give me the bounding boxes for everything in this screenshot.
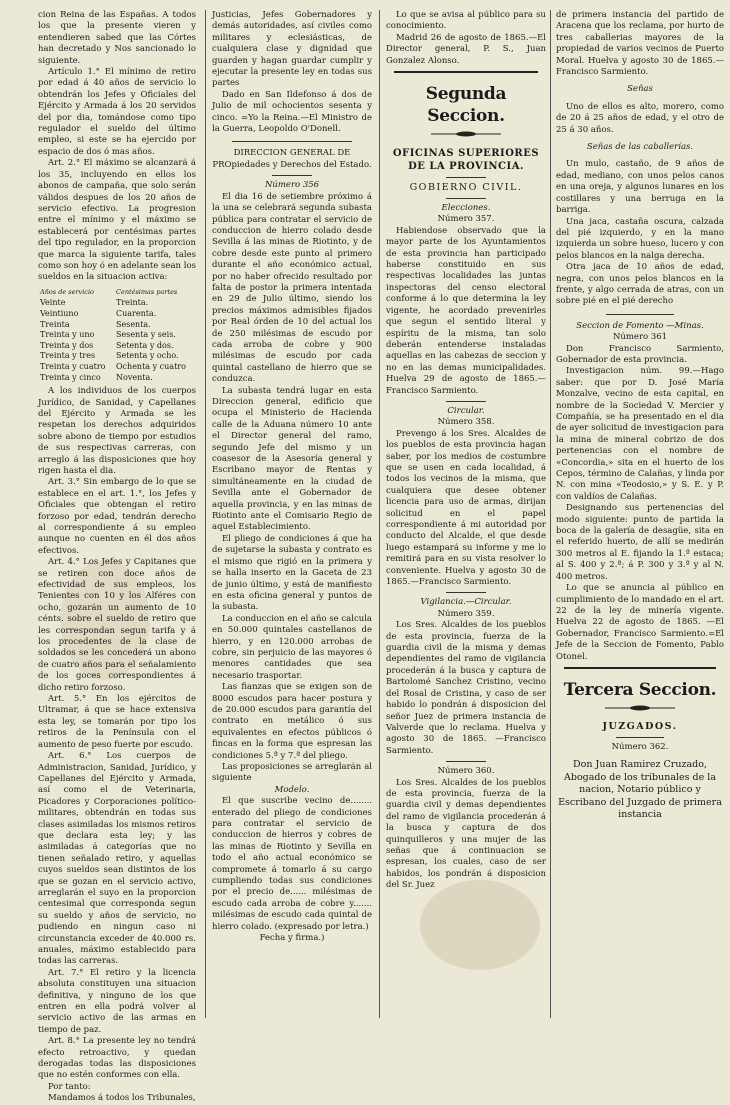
table-cell: Noventa. — [116, 372, 153, 382]
table-cell: Cuarenta. — [116, 308, 157, 318]
paragraph: Art. 5.° En los ejércitos de Ultramar, á que se hace extensiva esta ley, se tomarán por tipo los retiros de la Península con el aumento de peso fuerte por escudo. — [38, 694, 196, 750]
paragraph: Habiendose observado que la mayor parte de los Ayuntamientos de esta provincia han participado haberse constituido en sus respectivas localidades las juntas inspectoras del censo electoral conforme á lo que determina la ley vigente, he acordado prevenirles que segun el sentido literal y espíritu de la misma, tan solo deberán entenderse instaladas aquellas en las cabezas de seccion y no en las demas municipalidades. Huelva 29 de agosto de 1865.—Francisco Sarmiento. — [386, 225, 546, 396]
divider — [272, 175, 312, 176]
section-title: Tercera Seccion. — [563, 679, 717, 700]
column-2 — [212, 10, 372, 1018]
table-header-cell: Centésimas partes — [116, 287, 178, 296]
divider — [446, 401, 486, 402]
section-title: Segunda Seccion. — [425, 84, 507, 127]
paragraph: Las fianzas que se exigen son de 8000 escudos para hacer postura y de 20.000 escudos para garantía del contrato en metálico ó sus equivalentes en efectos públicos ó fincas en la forma que espresan las condiciones 5.ª y 7.ª del pliego. — [212, 682, 372, 761]
divider — [446, 177, 486, 178]
paragraph: Designando sus pertenencias del modo siguiente: punto de partida la boca de la galería de desagüe, sita en el referido huerto, de allí se medirán 300 metros al E. fijando la 1.ª estaca; al S. 400 y 2.ª; á P. 300 y 3.ª y al N. 400 metros. — [556, 503, 724, 582]
table-cell: Setenta y dos. — [116, 340, 174, 350]
paragraph: A los individuos de los cuerpos Jurídico, de Sanidad, y Capellanes del Ejército y Armada se les respetan los derechos adquiridos sobre abono de tiempo por estudios de sus respectivas carreras, con arreglo á las disposiciones que hoy rigen hasta el dia. — [38, 386, 196, 476]
section-heading: JUZGADOS. — [602, 720, 678, 732]
column-rule — [379, 10, 380, 1018]
paragraph: Justicias, Jefes Gobernadores y demás autoridades, así civiles como militares y eclesiásticas, de cualquiera clase y dignidad que guarden y hagan guardar cumplir y ejecutar la presente ley en todas sus partes — [212, 10, 372, 89]
table-row — [38, 298, 196, 309]
paragraph: Don Juan Ramirez Cruzado, Abogado de los tribunales de la nacion, Notario público y Escribano del Juzgado de primera instancia — [558, 759, 722, 821]
divider — [446, 592, 486, 593]
paragraph: Uno de ellos es alto, morero, como de 20 á 25 años de edad, y el otro de 25 á 30 años. — [556, 101, 724, 135]
table-cell: Treinta y cuatro — [40, 361, 106, 371]
paragraph: Fecha y firma.) — [259, 933, 325, 944]
paragraph: Las proposiciones se arreglarán al siguiente — [212, 762, 372, 784]
paragraph: Art. 4.° Los Jefes y Capitanes que se retiren con doce años de efectividad de sus empleos, los Tenientes con 10 y los Alféres con ocho, gozarán un aumento de 10 cénts. sobre el sueldo de retiro que les correspondan segun tarifa y á los procedentes de la clase de soldados se les concederá un abono de cuatro años para el señalamiento de los goces correspondientes á dicho retiro forzoso. — [38, 557, 196, 693]
paragraph: Una jaca, castaña oscura, calzada del pié izquierdo, y en la mano izquierda un sobre hueso, lucero y con pelos blancos en la nalga derecha. — [556, 216, 724, 261]
paragraph: El pliego de condiciones á que ha de sujetarse la subasta y contrato es el mismo que rigió en la primera y se halla inserto en la Gaceta de 23 de junio último, y está de manifiesto en esta oficina general y puntos de la subasta. — [212, 533, 372, 613]
paragraph: Investigacion núm. 99.—Hago saber: que por D. José María Monzalve, vecino de esta capital, en nombre de la Sociedad V. Mercier y Compañía, se ha presentado en el dia de ayer solicitud de investigacion para la mina de mineral cobrizo de dos pertenencias con el nombre de «Concordia,» sita en el huerto de los Cepos, término de Calañas, y linda por N. con mina «Teodosio,» y S. E. y P. con valdíos de Calañas. — [556, 366, 724, 502]
table-header — [38, 287, 196, 299]
paragraph: Un mulo, castaño, de 9 años de edad, mediano, con unos pelos canos en una oreja, y algunos lunares en los costillares y una berruga en la barriga. — [556, 159, 724, 216]
paragraph: Art. 7.° El retiro y la licencia absoluta constituyen una situacion definitiva, y ninguno de los que entren en ella podrá volver al servicio activo de las armas en tiempo de paz. — [38, 967, 196, 1035]
paragraph: El que suscribe vecino de........ enterado del pliego de condiciones para contratar el servicio de conduccion de hierros y cobres de las minas de Riotinto y Sevilla en todo el año actual económico se compromete á tomarlo á su cargo cumpliendo todas sus condiciones por el precio de...... milésimas de escudo cada arroba de cobre y....... milésimas de escudo cada quintal de hierro colado. (expresado por letra.) — [212, 796, 372, 932]
paragraph: Lo que se avisa al público para su conocimiento. — [386, 10, 546, 32]
subsection-heading: Vigilancia.—Circular. — [420, 597, 512, 608]
paragraph: Art. 6.° Los cuerpos de Administracion, Sanidad, Jurídico, y Capellanes del Ejército y Armada, así como el de Veterinaria, Picadores y Corporaciones político-militares, obtendrán en todas sus clases asimiladas los mismos retiros que declara esta ley; y las asimiladas á categorías que no tienen señalado retiro, y aquellas cuyos sueldos sean distintos de los que se gozan en el servicio activo, arreglarán el suyo en la proporcion centesimal que corresponda segun su sueldo y años de servicio, no pudiendo en ningun caso ni circunstancia exceder de 40.000 rs. anuales, máximo establecido para todas las carreras. — [38, 751, 196, 967]
notice-number: Número 360. — [437, 766, 495, 777]
subsection-heading: Elecciones. — [441, 203, 491, 214]
paragraph: La subasta tendrá lugar en esta Direccion general, edificio que ocupa el Ministerio de Hacienda calle de la Aduana número 10 ante el Director general del ramo, segundo Jefe del mismo y un coasesor de la Asesoría general y Escribano mayor de Rentas y simultáneamente en la ciudad de Sevilla ante el Gobernador de aquella provincia, y en las minas de Riotinto ante el Comisario Regio de aquel Establecimiento. — [212, 385, 372, 533]
table-row — [38, 341, 196, 352]
divider — [446, 198, 486, 199]
paragraph: Don Francisco Sarmiento, Gobernador de esta provincia. — [556, 343, 724, 365]
retirement-table — [38, 287, 196, 383]
notice-number: Número 356 — [264, 180, 320, 191]
table-header-cell: Años de servicio — [40, 287, 94, 296]
section-heading: DIRECCION GENERAL DE PROpiedades y Derechos del Estado. — [212, 148, 372, 170]
table-cell: Sesenta. — [116, 319, 151, 329]
ornament-icon — [605, 704, 675, 712]
paragraph: La conduccion en el año se calcula en 50.000 quintales castellanos de hierro, y en 120.000 arrobas de cobre, sin perjuicio de las mayores ó menores cantidades que sea necesario trasportar. — [212, 613, 372, 681]
notice-number: Número 359. — [437, 608, 495, 619]
paragraph: Por tanto: — [48, 1081, 91, 1092]
table-cell: Treinta y cinco — [40, 372, 101, 382]
column-1 — [38, 10, 196, 1104]
table-row — [38, 330, 196, 341]
divider — [564, 667, 716, 669]
paragraph: Mandamos á todos los Tribunales, — [48, 1093, 196, 1104]
paragraph: Lo que se anuncia al público en cumplimiento de lo mandado en el art. 22 de la ley de minería vigente. Huelva 22 de agosto de 1865. —El Gobernador, Francisco Sarmiento.=El Jefe de la Seccion de Fomento, Pablo Otonel. — [556, 583, 724, 662]
paragraph: Los Sres. Alcaldes de los pueblos de esta provincia, fuerza de la guardia civil y demas dependientes del ramo de vigilancia procederán á la busca y captura de dos quinquilleros y una mujer de las señas que á continuacion se espresan, los cuales, caso de ser habidos, los pondrán á disposicion del Sr. Juez — [386, 777, 546, 891]
paragraph: cion Reina de las Españas. A todos los que la presente vieren y entendieren sabed que las Córtes han decretado y Nos sancionado lo siguiente. — [38, 10, 196, 66]
table-row — [38, 320, 196, 331]
divider — [606, 314, 674, 315]
section-heading: GOBIERNO CIVIL. — [409, 182, 523, 194]
paragraph: Dado en San Ildefonso á dos de Julio de mil ochocientos sesenta y cinco. =Yo la Reina.—El Ministro de la Guerra, Leopoldo O'Donell. — [212, 89, 372, 135]
notice-number: Número 358. — [437, 417, 495, 428]
model-heading: Modelo. — [274, 784, 310, 795]
paragraph: Los Sres. Alcaldes de los pueblos de esta provincia, fuerza de la guardia civil de la misma y demas dependientes del ramo de vigilancia procederán á la busca y captura de Bartolomé Sanchez Cristino, vecino del Rosal de Cristina, y caso de ser habido lo pondrán á disposicion del señor Juez de primera instancia de Valverde que lo reclama. Huelva y agosto 30 de 1865. —Francisco Sarmiento. — [386, 620, 546, 756]
table-row — [38, 362, 196, 373]
subsection-heading: Señas — [627, 84, 653, 95]
table-cell: Treinta y uno — [40, 330, 95, 340]
paragraph: Art. 8.° La presente ley no tendrá efecto retroactivo, y quedan derogadas todas las disposiciones que no estén conformes con ella. — [38, 1036, 196, 1081]
paragraph: Prevengo á los Sres. Alcaldes de los pueblos de esta provincia hagan saber, por los medios de costumbre que se usen en cada localidad, á todos los vecinos de la misma, que cualquiera que desee obtener licencia para uso de armas, dirijan solicitud en el papel correspondiente á mi autoridad por conducto del Alcalde, el que desde luego estampará su informe y me lo remitirá para en su vista resolver lo conveniente. Huelva y agosto 30 de 1865.—Francisco Sarmiento. — [386, 428, 546, 588]
column-4 — [556, 10, 724, 1018]
divider — [232, 141, 352, 142]
column-3 — [386, 10, 546, 1018]
table-row — [38, 373, 196, 384]
divider — [394, 71, 538, 73]
column-rule — [205, 10, 206, 1018]
subsection-heading: Señas de las caballerías. — [586, 142, 694, 153]
table-cell: Veintiuno — [40, 308, 79, 318]
subsection-heading: Circular. — [447, 405, 485, 416]
table-cell: Setenta y ocho. — [116, 351, 179, 361]
table-cell: Treinta. — [116, 298, 149, 308]
table-cell: Veinte — [40, 298, 66, 308]
subsection-heading: Seccion de Fomento —Minas. — [576, 320, 704, 331]
divider — [616, 737, 664, 738]
paragraph: Art. 2.° El máximo se alcanzará á los 35, incluyendo en ellos los abonos de campaña, que solo serán válidos despues de los 20 años de servicio efectivo. La progresion entre el mínimo y el máximo se establecerá por centésimas partes del tipo regulador, en la proporcion que marca la siguiente tarifa, tales como son hoy ó en adelante sean los sueldos en la situacion activa: — [38, 158, 196, 283]
section-heading: OFICINAS SUPERIORES DE LA PROVINCIA. — [392, 148, 540, 173]
paragraph: de primera instancia del partido de Aracena que los reclama, por hurto de tres caballerias mayores de la propiedad de varios vecinos de Puerto Moral. Huelva y agosto 30 de 1865.—Francisco Sarmiento. — [556, 10, 724, 78]
notice-number: Número 362. — [611, 741, 669, 752]
table-cell: Treinta y dos — [40, 340, 94, 350]
paragraph: Otra jaca de 10 años de edad, negra, con unos pelos blancos en la frente, y algo cerrada de atras, con un sobre pié en el pié derecho — [556, 262, 724, 307]
table-cell: Ochenta y cuatro — [116, 361, 186, 371]
table-row — [38, 351, 196, 362]
ornament-icon — [431, 130, 501, 138]
notice-number: Número 361 — [612, 332, 668, 343]
notice-number: Número 357. — [437, 214, 495, 225]
table-cell: Treinta y tres — [40, 351, 96, 361]
divider — [446, 761, 486, 762]
paragraph: El dia 16 de setiembre próximo á la una se celebrará segunda subasta pública para contratar el servicio de conduccion de hierro colado desde Sevilla á las minas de Riotinto, y de cobre desde este punto al primero durante el año económico actual, por no haber ofrecido resultado por falta de postor la primera intentada en 29 de Julio último, siendo los precios máximos admisibles fijados por Real órden de 10 del actual los de 250 milésimas de escudo por cada arroba de cobre y 900 milésimas de escudo por cada quintal castellano de hierro que se conduzca. — [212, 191, 372, 385]
paragraph: Artículo 1.° El mínimo de retiro por edad á 40 años de servicio lo obtendrán los Jefes y Oficiales del Ejército y Armada á los 20 servidos del por dia, tomándose como tipo regulador el sueldo del último empleo, si este se ha ejercido por espacio de dos ó mas años. — [38, 67, 196, 157]
paragraph: Art. 3.° Sin embargo de lo que se establece en el art. 1.°, los Jefes y Oficiales que obtengan el retiro forzoso por edad, tendrán derecho al correspondiente á su empleo aunque no cuenten en él dos años efectivos. — [38, 477, 196, 556]
table-cell: Treinta — [40, 319, 70, 329]
paragraph: Madrid 26 de agosto de 1865.—El Director general, P. S., Juan Gonzalez Alonso. — [386, 32, 546, 66]
column-rule — [550, 10, 551, 1018]
table-row — [38, 309, 196, 320]
table-cell: Sesenta y seis. — [116, 330, 176, 340]
